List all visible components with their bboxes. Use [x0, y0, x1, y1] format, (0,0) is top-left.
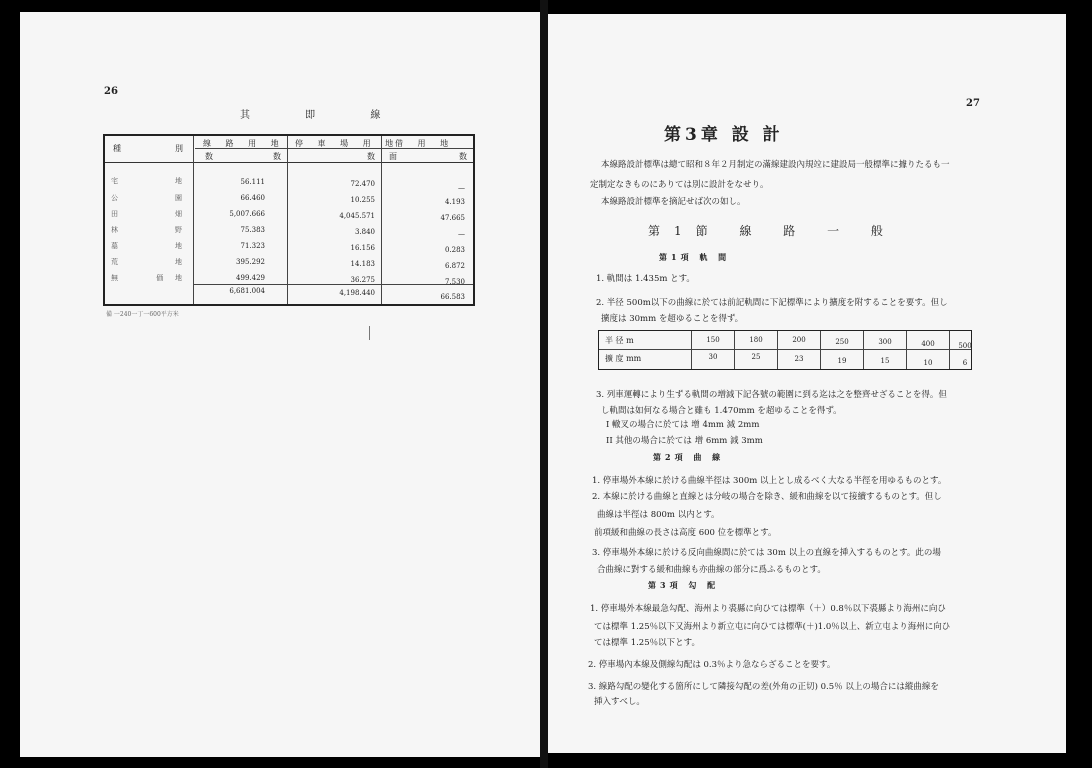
body-line: 挿入すべし。	[594, 697, 645, 707]
total-cell: 6,681.004	[229, 287, 265, 295]
intro-line: 定制定なきものにありては別に設計をなせり。	[590, 180, 769, 190]
stray-mark	[369, 326, 370, 340]
row-label-3: 田	[111, 210, 136, 218]
cell: 4,045.571	[339, 212, 375, 220]
item-title: 第2項 曲 線	[653, 452, 725, 462]
body-line: 1. 停車場外本線に於ける曲線半徑は 300m 以上とし成るべく大なる半徑を用ゆるものとす。	[592, 476, 947, 486]
total-cell: 4,198.440	[339, 289, 375, 297]
cell: —	[458, 184, 465, 192]
gauge-cell: 23	[794, 355, 804, 363]
body-line: 擴度は 30mm を超ゆることを得ず。	[601, 314, 744, 324]
header-col2-sub2: 数	[273, 152, 287, 161]
section-title: 第1節 線 路 一 般	[648, 224, 897, 238]
gauge-widening-table	[598, 330, 972, 370]
body-line: 1. 停車場外本線最急勾配、海州より裘縣に向ひては標準（＋）0.8％以下裘縣より海州に向ひ	[590, 604, 946, 614]
row-label-7b: 地	[175, 274, 200, 282]
body-line: 3. 停車場外本線に於ける反向曲線間に於ては 30m 以上の直線を挿入するものとす。此の場	[592, 548, 941, 558]
row-label-1: 宅	[111, 177, 136, 185]
header-col1b: 別	[175, 144, 189, 153]
row-label-2b: 園	[175, 194, 200, 202]
gauge-row-label: 擴 度 mm	[605, 354, 642, 363]
gauge-cell: 500	[958, 342, 972, 350]
header-col2-sub: 数	[205, 152, 219, 161]
book-gutter	[540, 0, 548, 768]
total-cell: 66.583	[440, 293, 465, 301]
cell: 6.872	[444, 262, 465, 270]
cell: 4.193	[444, 198, 465, 206]
body-line: 2. 本線に於ける曲線と直線とは分岐の場合を除き、緩和曲線を以て接續するものとす。但し	[592, 492, 942, 502]
header-col3-top: 停 車 場 用 地	[295, 139, 400, 148]
row-label-1b: 地	[175, 177, 200, 185]
right-page-number: 27	[966, 98, 980, 109]
table-footnote: 備 一240一丁一600平方米	[106, 311, 179, 318]
body-line: し軌間は如何なる場合と雖も 1.470mm を超ゆることを得ず。	[601, 406, 842, 416]
gauge-cell: 300	[878, 338, 892, 346]
body-line: ては標準 1.25％以下又海州より新立屯に向ひては標準(＋)1.0％以上、新立屯より海州に向ひ	[594, 622, 951, 632]
gauge-cell: 250	[835, 338, 849, 346]
row-label-4b: 野	[175, 226, 200, 234]
land-use-table	[103, 134, 475, 306]
gauge-cell: 180	[749, 336, 763, 344]
cell: 72.470	[350, 180, 375, 188]
body-line: 前項緩和曲線の長さは高度 600 位を標準とす。	[594, 528, 777, 538]
body-line: 3. 線路勾配の變化する箇所にして隣接勾配の差(外角の正切) 0.5％ 以上の場合には縱曲線を	[588, 682, 939, 692]
intro-line: 本線路設計標準は總て昭和８年２月制定の滿線建設內規竝に建設局一般標準に據りたるも一	[601, 160, 950, 170]
left-table-title: 其 即 線	[240, 110, 407, 121]
body-line: I 轍叉の場合に於ては 增 4mm 減 2mm	[606, 420, 760, 430]
body-line: ては標準 1.25％以下とす。	[594, 638, 700, 648]
cell: 395.292	[236, 258, 265, 266]
body-line: 2. 半径 500m以下の曲線に於ては前記軌間に下記標準により擴度を附することを要す。但し	[596, 298, 948, 308]
header-col4-sub: 面	[389, 152, 403, 161]
header-col1: 種	[113, 144, 127, 153]
cell: 47.665	[440, 214, 465, 222]
body-line: II 其他の場合に於ては 增 6mm 減 3mm	[606, 436, 763, 446]
gauge-cell: 200	[792, 336, 806, 344]
cell: 5,007.666	[229, 210, 265, 218]
cell: 14.183	[350, 260, 375, 268]
body-line: 曲線は半徑は 800m 以内とす。	[597, 510, 720, 520]
item-title: 第1項 軌 間	[659, 252, 731, 262]
cell: 0.283	[444, 246, 465, 254]
gauge-cell: 400	[921, 340, 935, 348]
gauge-cell: 6	[962, 359, 968, 367]
header-col4-sub2: 数	[459, 152, 473, 161]
gauge-cell: 30	[708, 353, 718, 361]
header-col4-top: 借 用 地	[395, 139, 455, 148]
chapter-title: 第3章 設 計	[664, 125, 784, 145]
header-col2-top: 線 路 用 地	[203, 139, 285, 148]
gauge-cell: 15	[880, 357, 890, 365]
left-page	[20, 12, 540, 757]
row-label-3b: 畑	[175, 210, 200, 218]
cell: 499.429	[236, 274, 265, 282]
row-label-4: 林	[111, 226, 136, 234]
row-label-6b: 地	[175, 258, 200, 266]
cell: 10.255	[350, 196, 375, 204]
body-line: 2. 停車場內本線及側線勾配は 0.3％より急ならざることを要す。	[588, 660, 836, 670]
gauge-cell: 150	[706, 336, 720, 344]
row-label-5b: 地	[175, 242, 200, 250]
cell: 36.275	[350, 276, 375, 284]
intro-line: 本線路設計標準を摘記せば次の如し。	[601, 197, 746, 207]
cell: —	[458, 230, 465, 238]
row-label-2: 公	[111, 194, 136, 202]
row-label-5: 墓	[111, 242, 136, 250]
row-label-7: 無 価	[111, 274, 182, 282]
left-page-number: 26	[104, 86, 118, 97]
row-label-6: 荒	[111, 258, 136, 266]
body-line: 合曲線に對する緩和曲線も亦曲線の部分に爲ふるものとす。	[597, 565, 826, 575]
cell: 71.323	[240, 242, 265, 250]
cell: 3.840	[354, 228, 375, 236]
cell: 56.111	[240, 178, 265, 186]
gauge-row-label: 半 径 m	[605, 336, 634, 345]
cell: 66.460	[240, 194, 265, 202]
cell: 16.156	[350, 244, 375, 252]
body-line: 3. 列車運轉により生ずる軌間の増減下記各號の範圍に到る迄は之を整齊せざることを得。但	[596, 390, 947, 400]
gauge-cell: 19	[837, 357, 847, 365]
body-line: 1. 軌間は 1.435m とす。	[596, 274, 695, 284]
gauge-cell: 10	[923, 359, 933, 367]
cell: 7.530	[444, 278, 465, 286]
cell: 75.383	[240, 226, 265, 234]
table-header	[105, 136, 473, 163]
header-col3-sub: 数	[367, 152, 381, 161]
gauge-cell: 25	[751, 353, 761, 361]
item-title: 第3項 勾 配	[648, 580, 720, 590]
